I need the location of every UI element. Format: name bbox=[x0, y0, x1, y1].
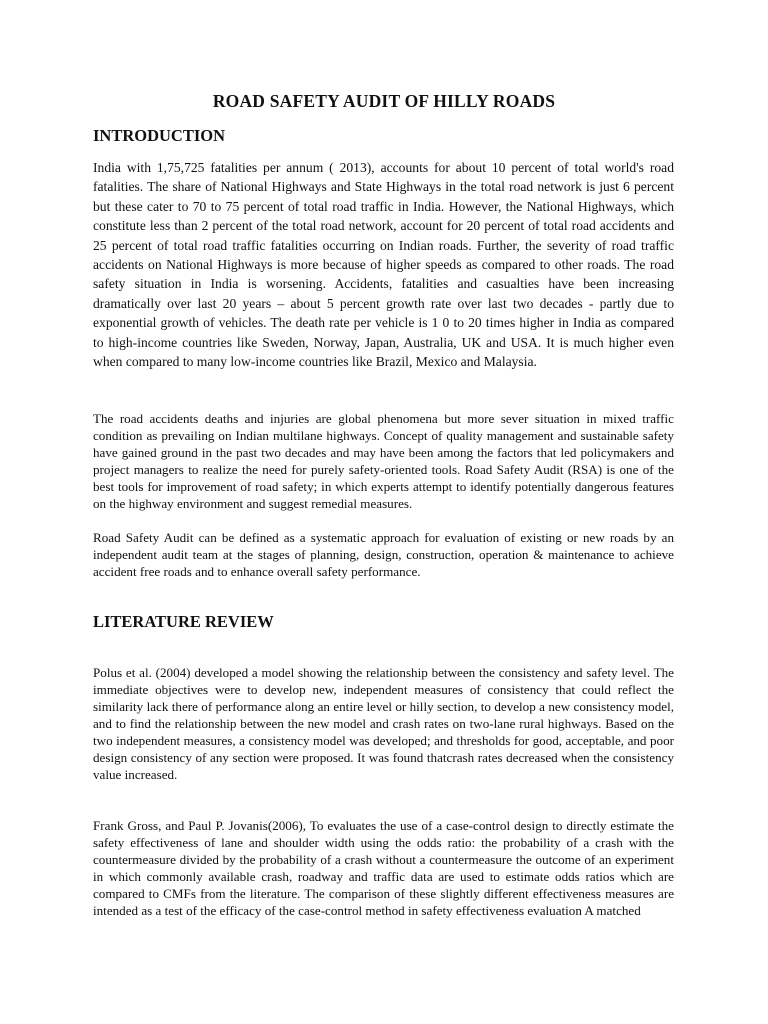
introduction-paragraph-3: Road Safety Audit can be defined as a systematic approach for evaluation of existing or new roads by an independent audit team at the stages of planning, design, construction, operation & maintenance to achieve accident free roads and to enhance overall safety performance. bbox=[93, 530, 674, 579]
section-heading-introduction: INTRODUCTION bbox=[93, 126, 226, 145]
document-title: ROAD SAFETY AUDIT OF HILLY ROADS bbox=[212, 91, 556, 111]
literature-paragraph-1: Polus et al. (2004) developed a model showing the relationship between the consistency and safety level. The immediate objectives were to develop new, independent measures of consistency that could reflect the similarity lack there of performance along an entire level or hilly section, to develop a new consistency model, and to find the relationship between the new model and crash rates on two-lane rural highways. Based on the two independent measures, a consistency model was developed; and thresholds for good, acceptable, and poor design consistency of any section were proposed. It was found thatcrash rates decreased when the consistency value increased. bbox=[93, 665, 674, 782]
literature-paragraph-2: Frank Gross, and Paul P. Jovanis(2006), To evaluates the use of a case-control design to directly estimate the safety effectiveness of lane and shoulder width using the odds ratio: the probability of a crash with the countermeasure divided by the probability of a crash without a countermeasure the outcome of an experiment in which commonly available crash, roadway and traffic data are used to estimate odds ratios which are compared to CMFs from the literature. The comparison of these slightly different effectiveness measures are intended as a test of the efficacy of the case-control method in safety effectiveness evaluation A matched bbox=[93, 818, 674, 918]
section-heading-literature-review: LITERATURE REVIEW bbox=[93, 612, 274, 631]
introduction-paragraph-2: The road accidents deaths and injuries are global phenomena but more sever situation in mixed traffic condition as prevailing on Indian multilane highways. Concept of quality management and sustainable safety have gained ground in the past two decades and may have been among the factors that led policymakers and project managers to realize the need for purely safety-oriented tools. Road Safety Audit (RSA) is one of the best tools for improvement of road safety; in which experts attempt to identify potentially dangerous features on the highway environment and suggest remedial measures. bbox=[93, 411, 674, 511]
introduction-paragraph-1: India with 1,75,725 fatalities per annum ( 2013), accounts for about 10 percent of total world's road fatalities. The share of National Highways and State Highways in the total road network is just 6 percent but these cater to 70 to 75 percent of total road traffic in India. However, the National Highways, which constitute less than 2 percent of the total road network, account for 20 percent of total road accidents and 25 percent of total road traffic fatalities occurring on Indian roads. Further, the severity of road traffic accidents on National Highways is more because of higher speeds as compared to other roads. The road safety situation in India is worsening. Accidents, fatalities and casualties have been increasing dramatically over last 20 years – about 5 percent growth rate over last two decades - partly due to exponential growth of vehicles. The death rate per vehicle is 1 0 to 20 times higher in India as compared to high-income countries like Sweden, Norway, Japan, Australia, UK and USA. It is much higher even when compared to many low-income countries like Brazil, Mexico and Malaysia. bbox=[93, 160, 674, 370]
